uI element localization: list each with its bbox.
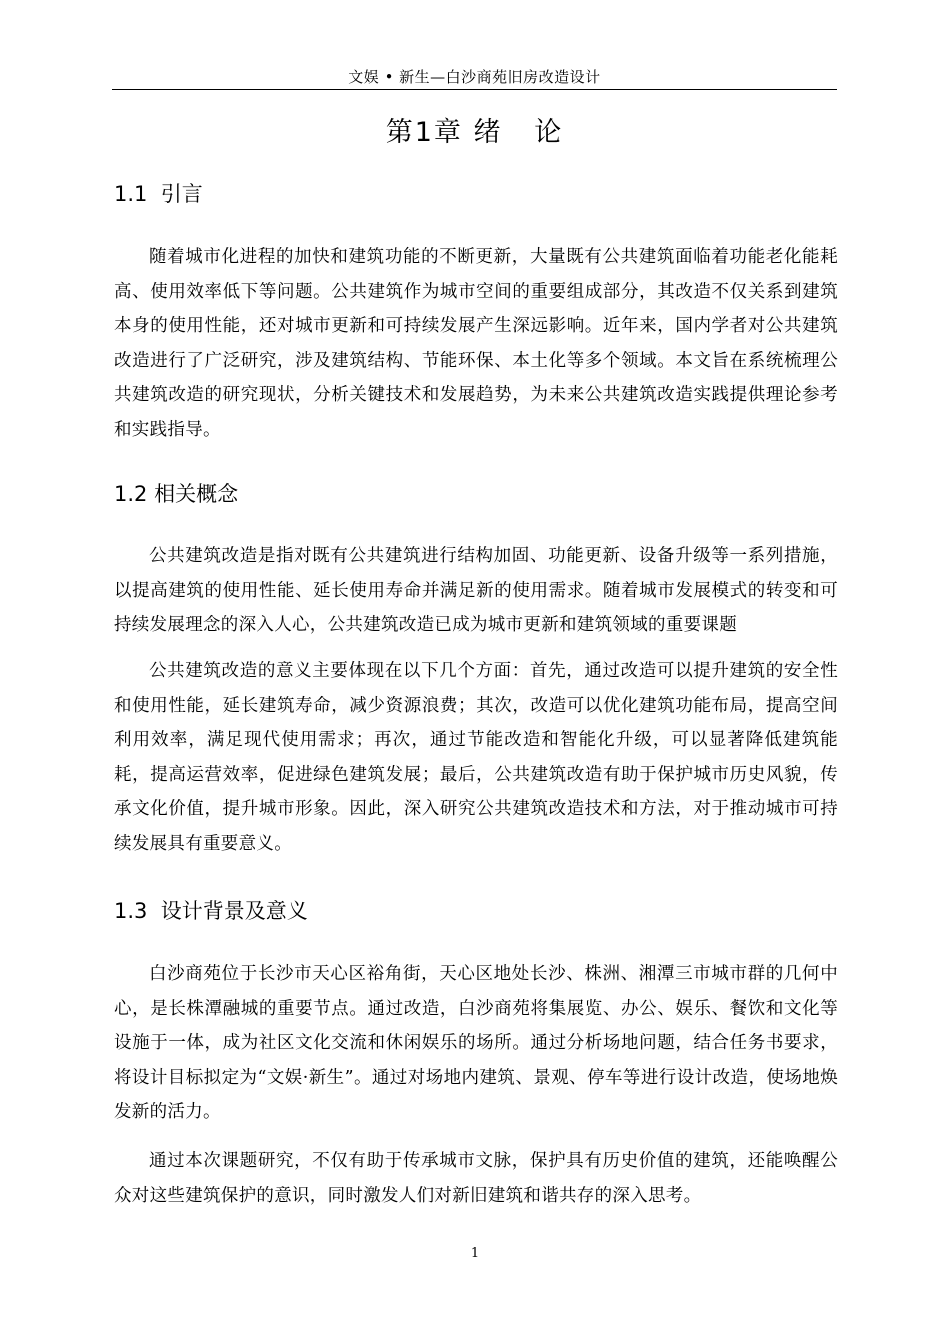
paragraph-1-3-1: 白沙商苑位于长沙市天心区裕角街，天心区地处长沙、株洲、湘潭三市城市群的几何中心，是长株潭融城的重要节点。通过改造，白沙商苑将集展览、办公、娱乐、餐饮和文化等设施于一体，成为社区文化交流和休闲娱乐的场所。通过分析场地问题，结合任务书要求，将设计目标拟定为“文娱·新生”。通过对场地内建筑、景观、停车等进行设计改造，使场地焕发新的活力。 (114, 964, 838, 1122)
section-heading-1-1: 1.1 引言 (114, 182, 203, 206)
running-header: 文娱 • 新生—白沙商苑旧房改造设计 (348, 68, 601, 86)
paragraph-1-2-2: 公共建筑改造的意义主要体现在以下几个方面：首先，通过改造可以提升建筑的安全性和使用性能，延长建筑寿命，减少资源浪费；其次，改造可以优化建筑功能布局，提高空间利用效率，满足现代使用需求；再次，通过节能改造和智能化升级，可以显著降低建筑能耗，提高运营效率，促进绿色建筑发展；最后，公共建筑改造有助于保护城市历史风貌，传承文化价值，提升城市形象。因此，深入研究公共建筑改造技术和方法，对于推动城市可持续发展具有重要意义。 (114, 661, 838, 854)
paragraph-1-1-1: 随着城市化进程的加快和建筑功能的不断更新，大量既有公共建筑面临着功能老化能耗高、使用效率低下等问题。公共建筑作为城市空间的重要组成部分，其改造不仅关系到建筑本身的使用性能，还对城市更新和可持续发展产生深远影响。近年来，国内学者对公共建筑改造进行了广泛研究，涉及建筑结构、节能环保、本土化等多个领域。本文旨在系统梳理公共建筑改造的研究现状，分析关键技术和发展趋势，为未来公共建筑改造实践提供理论参考和实践指导。 (114, 247, 838, 440)
paragraph-1-3-2: 通过本次课题研究，不仅有助于传承城市文脉，保护具有历史价值的建筑，还能唤醒公众对这些建筑保护的意识，同时激发人们对新旧建筑和谐共存的深入思考。 (114, 1151, 838, 1206)
paragraph-1-2-1: 公共建筑改造是指对既有公共建筑进行结构加固、功能更新、设备升级等一系列措施，以提高建筑的使用性能、延长使用寿命并满足新的使用需求。随着城市发展模式的转变和可持续发展理念的深入人心，公共建筑改造已成为城市更新和建筑领域的重要课题 (114, 546, 838, 635)
page-number: 1 (470, 1246, 480, 1261)
chapter-title: 第1章 绪 论 (385, 117, 564, 148)
header-rule (112, 89, 837, 90)
section-heading-1-2: 1.2 相关概念 (114, 482, 239, 506)
section-heading-1-3: 1.3 设计背景及意义 (114, 899, 308, 923)
